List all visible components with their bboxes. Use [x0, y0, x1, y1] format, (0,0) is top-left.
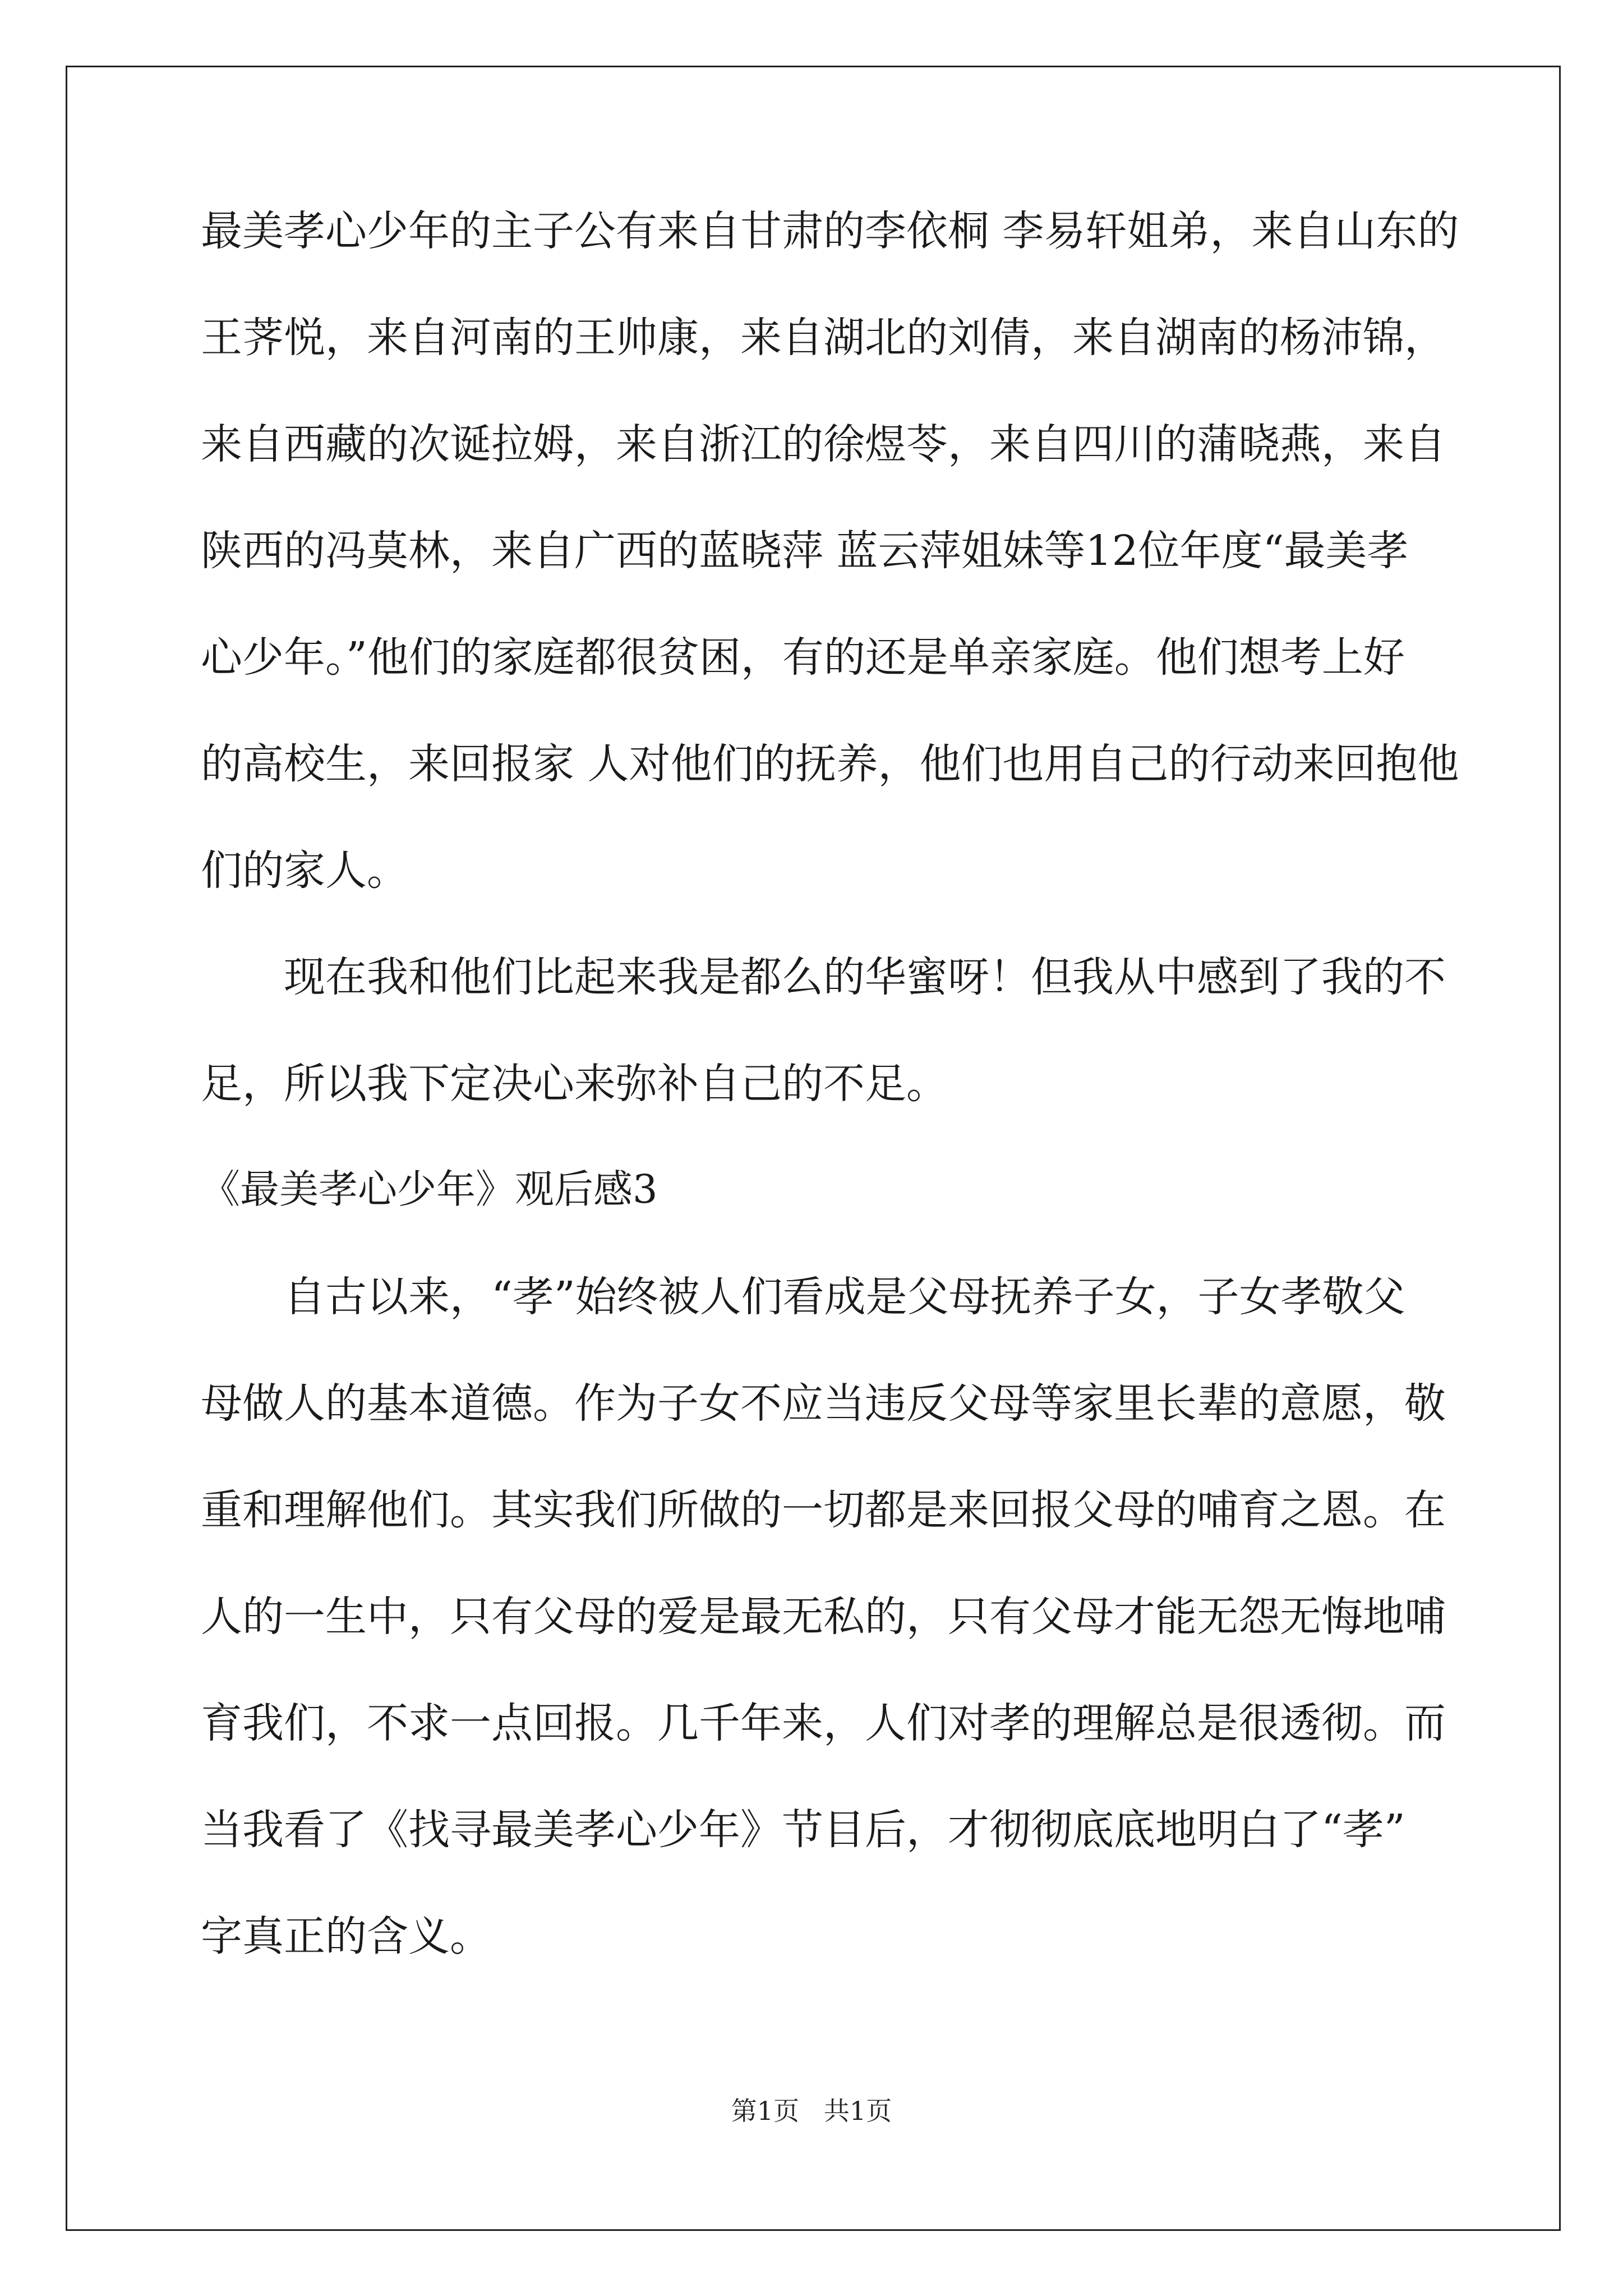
text-line: 育我们，不求一点回报。几千年来，人们对孝的理解总是很透彻。而: [201, 1699, 1446, 1747]
text-line: 自古以来，“孝”始终被人们看成是父母抚养子女，子女孝敬父: [284, 1273, 1405, 1321]
text-line: 现在我和他们比起来我是都么的华蜜呀！但我从中感到了我的不: [284, 953, 1446, 1001]
text-line: 足，所以我下定决心来弥补自己的不足。: [201, 1060, 948, 1108]
text-line: 当我看了《找寻最美孝心少年》节目后，才彻彻底底地明白了“孝”: [201, 1806, 1405, 1854]
document-body: [201, 207, 1459, 2022]
text-line: 心少年。”他们的家庭都很贫困，有的还是单亲家庭。他们想考上好: [201, 633, 1405, 682]
text-line: 字真正的含义。: [201, 1912, 491, 1961]
text-line: 的高校生，来回报家 人对他们的抚养，他们也用自己的行动来回抱他: [201, 740, 1459, 788]
section-heading: 《最美孝心少年》观后感3: [201, 1166, 658, 1212]
text-line: 来自西藏的次诞拉姆，来自浙江的徐煜苓，来自四川的蒲晓燕，来自: [201, 420, 1446, 468]
text-line: 陕西的冯莫林，来自广西的蓝晓萍 蓝云萍姐妹等12位年度“最美孝: [201, 527, 1409, 575]
text-line: 最美孝心少年的主子公有来自甘肃的李依桐 李易轩姐弟，来自山东的: [201, 207, 1459, 255]
text-line: 王荠悦，来自河南的王帅康，来自湖北的刘倩，来自湖南的杨沛锦，: [201, 314, 1446, 362]
text-line: 人的一生中，只有父母的爱是最无私的，只有父母才能无怨无悔地哺: [201, 1593, 1446, 1641]
text-line: 们的家人。: [201, 846, 408, 895]
text-line: 母做人的基本道德。作为子女不应当违反父母等家里长辈的意愿，敬: [201, 1379, 1446, 1428]
page-footer: 第1页 共1页: [731, 2096, 892, 2126]
text-line: 重和理解他们。其实我们所做的一切都是来回报父母的哺育之恩。在: [201, 1486, 1446, 1534]
